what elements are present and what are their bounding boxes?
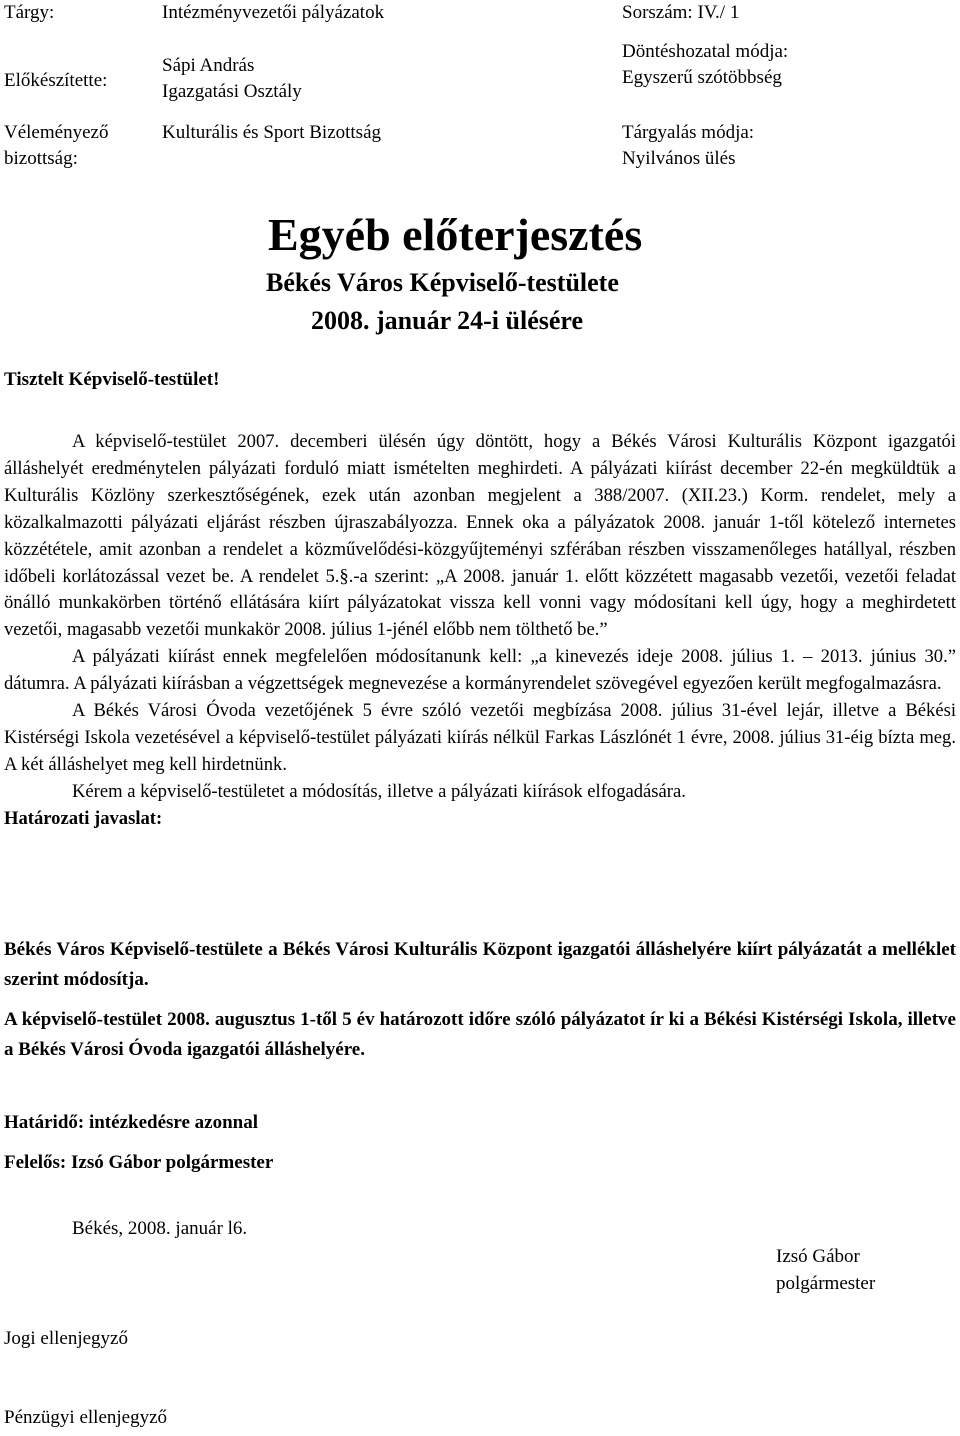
resolution-item-2: A képviselő-testület 2008. augusztus 1-től 5 év határozott időre szóló pályázatot ír ki a Békési Kistérségi Iskola, illetve a Békés Városi Óvoda igazgatói álláshelyére. [4,1009,956,1060]
preparer-name: Sápi András [162,55,255,76]
hearing-mode-label: Tárgyalás módja: [622,122,755,143]
preparer-label: Előkészítette: [4,70,108,91]
paragraph-2: A pályázati kiírást ennek megfelelően módosítanunk kell: „a kinevezés ideje 2008. július 1. – 2013. június 30.” dátumra. A pályázati kiírásban a végzettségek megnevezése a kormányrendelet szövegével egyezően került megfogalmazásra. [4,646,956,695]
decision-mode-value: Egyszerű szótöbbség [622,67,782,88]
responsible-person: Felelős: Izsó Gábor polgármester [4,1152,274,1173]
preparer-department: Igazgatási Osztály [162,81,302,102]
decision-mode-label: Döntéshozatal módja: [622,41,789,62]
committee-value: Kulturális és Sport Bizottság [162,122,382,143]
paragraph-3: A Békés Városi Óvoda vezetőjének 5 évre szóló vezetői megbízása 2008. július 31-ével lejár, illetve a Békési Kistérségi Iskola vezetésével a képviselő-testület pályázati kiírás nélkül Farkas Lászlónét 1 évre, 2008. július 31-éig bízta meg. A két álláshelyet meg kell hirdetnünk. [4,700,956,775]
serial-number: Sorszám: IV./ 1 [622,2,740,23]
meeting-body: Békés Város Képviselő-testülete [266,268,619,297]
legal-countersignature: Jogi ellenjegyző [4,1328,128,1349]
paragraph-1: A képviselő-testület 2007. decemberi ülésén úgy döntött, hogy a Békés Városi Kulturális Központ igazgatói álláshelyét eredménytelen pályázati forduló miatt ismételten meghirdeti. A pályázati kiírást december 22-én megküldtük a Kulturális Közlöny szerkesztőségének, ezek után azonban megjelent a 388/2007. (XII.23.) Korm. rendelet, mely a közalkalmazotti pályázati eljárást részben újraszabályozza. Ennek oka a pályázatok 2008. január 1-től kötelező internetes közzététele, amit azonban a rendelet a közművelődési-közgyűjteményi szférában részben visszamenőleges hatállyal, részben időbeli korlátozással vezet be. A rendelet 5.§.-a szerint: „A 2008. január 1. előtt közzétett magasabb vezetői, vezetői feladat önálló munkakörben történő ellátására kiírt pályázatokat vissza kell vonni vagy módosítani kell úgy, hogy a meghirdetett vezetői, magasabb vezetői munkakör 2008. július 1-jénél előbb nem tölthető be.” [4,431,956,641]
place-and-date: Békés, 2008. január l6. [72,1218,248,1239]
subject-label: Tárgy: [4,2,55,23]
deadline: Határidő: intézkedésre azonnal [4,1112,259,1133]
salutation: Tisztelt Képviselő-testület! [4,369,220,390]
signer-name: Izsó Gábor [776,1246,860,1267]
hearing-mode-value: Nyilvános ülés [622,148,736,169]
committee-label-line1: Véleményező [4,122,109,143]
body-text [4,429,956,833]
resolution-heading: Határozati javaslat: [4,807,163,829]
subject-value: Intézményvezetői pályázatok [162,2,385,23]
signer-title: polgármester [776,1273,876,1294]
committee-label-line2: bizottság: [4,148,78,169]
resolution-item-1: Békés Város Képviselő-testülete a Békés Városi Kulturális Központ igazgatói álláshelyére kiírt pályázatát a melléklet szerint módosítja. [4,939,956,990]
paragraph-4: Kérem a képviselő-testületet a módosítás, illetve a pályázati kiírások elfogadására. [72,780,686,802]
financial-countersignature: Pénzügyi ellenjegyző [4,1407,168,1428]
document-title: Egyéb előterjesztés [268,209,643,260]
meeting-date: 2008. január 24-i ülésére [311,306,584,335]
